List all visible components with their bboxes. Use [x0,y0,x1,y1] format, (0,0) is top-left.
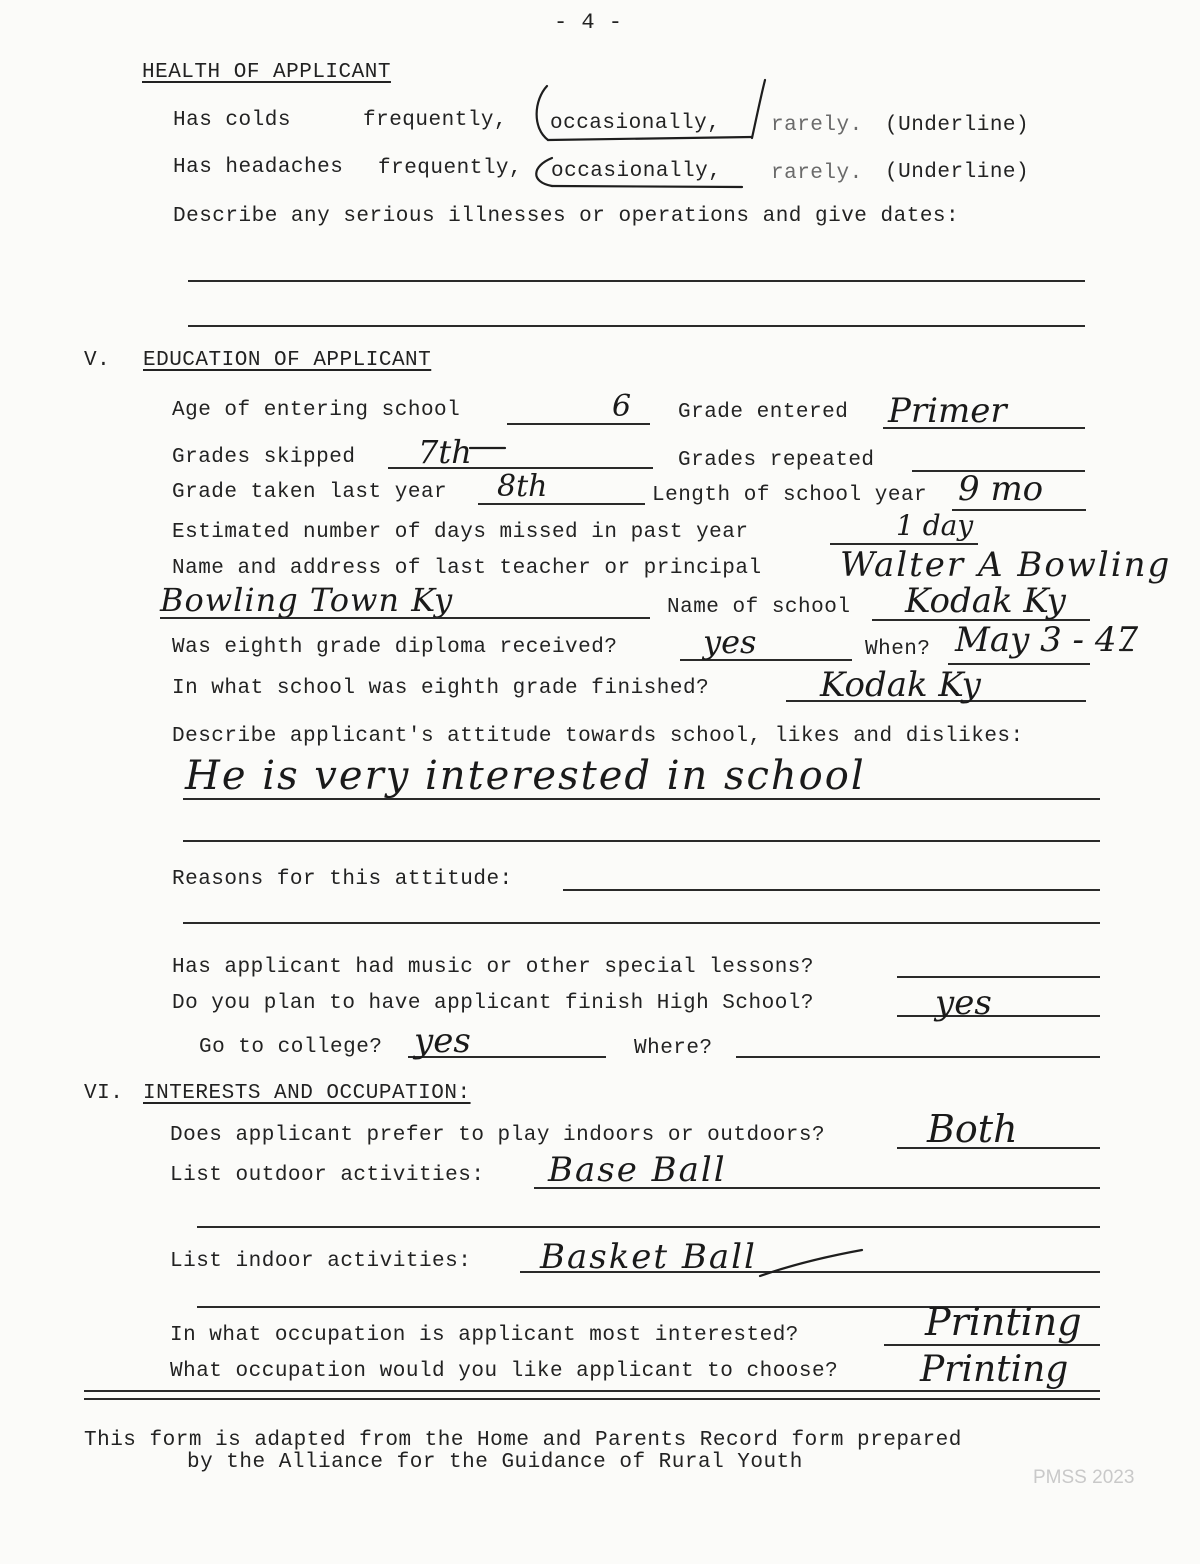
school-label: Name of school [667,596,851,619]
teacher-address: Bowling Town Ky [160,581,454,619]
days-missed-label: Estimated number of days missed in past year [172,521,749,544]
indoor-activities-label: List indoor activities: [170,1250,472,1273]
last-year-label: Grade taken last year [172,481,448,504]
teacher-name: Walter A Bowling [840,545,1172,585]
watermark: PMSS 2023 [1033,1467,1135,1488]
choose-occupation-label: What occupation would you like applicant to choose? [170,1360,839,1383]
diploma-value: yes [703,623,757,661]
grade-entered-label: Grade entered [678,401,849,424]
school-value: Kodak Ky [905,581,1066,621]
lessons-label: Has applicant had music or other special lessons? [172,956,815,979]
skipped-label: Grades skipped [172,446,356,469]
divider-rule-bottom [84,1398,1100,1400]
attitude-line-2 [183,840,1100,842]
finished-label: In what school was eighth grade finished? [172,677,710,700]
headaches-underline-note: (Underline) [885,161,1030,184]
illness-line-2 [188,325,1085,327]
interested-occupation-value: Printing [925,1300,1082,1344]
high-school-value: yes [935,983,992,1023]
outdoor-activities-line-2 [197,1226,1100,1228]
colds-circle-right [752,80,765,138]
interested-occupation-line [884,1344,1100,1346]
page-number: - 4 - [554,10,623,35]
grade-entered-value: Primer [888,391,1007,431]
reasons-label: Reasons for this attitude: [172,868,513,891]
reasons-line-2 [183,922,1100,924]
last-year-value: 8th [497,469,548,504]
length-label: Length of school year [652,484,928,507]
diploma-label: Was eighth grade diploma received? [172,636,618,659]
college-label: Go to college? [199,1036,383,1059]
headaches-circle-left [536,158,552,186]
age-entering-label: Age of entering school [172,399,461,422]
health-heading: HEALTH OF APPLICANT [142,61,391,84]
attitude-label: Describe applicant's attitude towards school, likes and dislikes: [172,725,1024,748]
high-school-line [897,1015,1100,1017]
repeated-label: Grades repeated [678,449,875,472]
outdoor-activities-value: Base Ball [548,1150,727,1190]
colds-frequently: frequently, [363,109,508,132]
lessons-line [897,976,1100,978]
colds-label: Has colds [173,109,291,132]
colds-occasionally: occasionally, [550,112,721,135]
education-heading: EDUCATION OF APPLICANT [143,349,432,372]
indoors-outdoors-label: Does applicant prefer to play indoors or outdoors? [170,1124,826,1147]
interests-numeral: VI. [84,1082,124,1105]
colds-rarely: rarely. [771,114,863,137]
finished-value: Kodak Ky [820,665,981,705]
colds-underline-note: (Underline) [885,114,1030,137]
colds-circle-left [537,86,548,140]
reasons-line-1 [563,889,1100,891]
headaches-label: Has headaches [173,156,344,179]
teacher-address-line [160,617,650,619]
interested-occupation-label: In what occupation is applicant most interested? [170,1324,799,1347]
education-numeral: V. [84,349,111,372]
footer-line-2: by the Alliance for the Guidance of Rural Youth [187,1451,803,1474]
headaches-underline-mark [552,186,742,187]
interests-heading: INTERESTS AND OCCUPATION: [143,1082,471,1105]
choose-occupation-value: Printing [920,1349,1069,1390]
headaches-occasionally: occasionally, [551,160,722,183]
attitude-value: He is very interested in school [185,753,866,799]
indoor-activities-value: Basket Ball [540,1237,757,1277]
outdoor-activities-label: List outdoor activities: [170,1164,485,1187]
illness-line-1 [188,280,1085,282]
days-missed-value: 1 day [896,509,974,542]
college-value: yes [414,1021,471,1061]
when-label: When? [865,638,931,661]
where-line [736,1056,1100,1058]
when-value: May 3 - 47 [955,620,1139,660]
high-school-label: Do you plan to have applicant finish High School? [172,992,815,1015]
indoors-outdoors-value: Both [927,1107,1018,1151]
length-value: 9 mo [958,469,1044,509]
age-entering-value: 6 [612,389,632,424]
footer-line-1: This form is adapted from the Home and Parents Record form prepared [84,1429,962,1452]
colds-underline-mark [548,137,752,140]
where-label: Where? [634,1037,713,1060]
teacher-label: Name and address of last teacher or principal [172,557,762,580]
divider-rule-top [84,1390,1100,1392]
skipped-value: 7th [418,433,472,471]
headaches-frequently: frequently, [378,157,523,180]
illness-prompt: Describe any serious illnesses or operations and give dates: [173,205,960,228]
attitude-line-1 [183,798,1100,800]
headaches-rarely: rarely. [771,162,863,185]
